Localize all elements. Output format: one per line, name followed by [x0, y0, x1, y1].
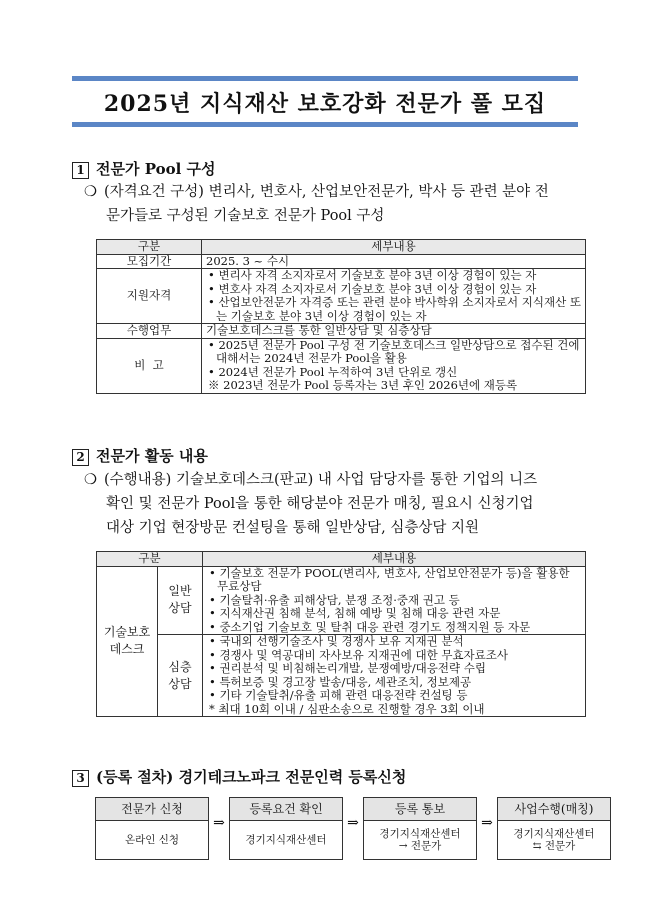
row-line: • 기타 기술탈취/유출 피해 관련 대응전략 컨설팅 등: [209, 688, 468, 702]
arrow-right-icon: ⇒: [347, 815, 359, 831]
table-header-cell: 구분: [97, 552, 203, 567]
section-number: 1: [72, 162, 89, 179]
table-row: [97, 566, 586, 635]
flow-step: [95, 797, 209, 860]
table-row: [97, 635, 586, 717]
section-3-heading: [72, 766, 406, 787]
section-number: 3: [72, 770, 89, 787]
section-title: 전문가 활동 내용: [96, 447, 208, 465]
paragraph-line: 확인 및 전문가 Pool을 통한 해당분야 전문가 매칭, 필요시 신청기업: [106, 496, 534, 512]
circle-bullet: ❍: [84, 184, 97, 200]
arrow-right-icon: ⇒: [481, 815, 493, 831]
row-line: 기술보호데스크를 통한 일반상담 및 심층상담: [206, 323, 432, 337]
flow-step-title: 사업수행(매칭): [498, 798, 610, 821]
section-2-paragraph: [84, 468, 584, 540]
row-line: • 기술보호 전문가 POOL(변리사, 변호사, 산업보안전문가 등)을 활용한 무료상담: [209, 565, 570, 593]
table-row: [97, 269, 586, 324]
table-row: [97, 338, 586, 393]
pool-table: [96, 239, 586, 394]
row-line: • 산업보안전문가 자격증 또는 관련 분야 박사학위 소지자로서 지식재산 또는 기술보호 분야 3년 이상 경험이 있는 자: [208, 295, 581, 323]
activity-table: [96, 551, 586, 717]
page-title: 2025년 지식재산 보호강화 전문가 풀 모집: [103, 91, 547, 117]
section-number: 2: [72, 449, 89, 466]
flow-step-detail: 경기지식재산센터: [245, 834, 327, 846]
table-header-row: [97, 240, 586, 255]
row-label: 지원자격: [97, 269, 202, 324]
row-label: 모집기간: [97, 254, 202, 269]
flow-step-detail: 경기지식재산센터 → 전문가: [379, 828, 461, 852]
flow-step-title: 등록 통보: [364, 798, 476, 821]
title-top-rule: [72, 76, 578, 81]
row-line: • 2024년 전문가 Pool 누적하여 3년 단위로 갱신: [208, 364, 458, 379]
table-row: [97, 324, 586, 339]
paragraph-line: 문가들로 구성된 기술보호 전문가 Pool 구성: [106, 208, 385, 224]
flow-step: [229, 797, 343, 860]
flow-step-detail: 경기지식재산센터 ⇆ 전문가: [513, 828, 595, 852]
row-line: • 변리사 자격 소지자로서 기술보호 분야 3년 이상 경험이 있는 자: [208, 268, 537, 282]
section-title: 전문가 Pool 구성: [96, 160, 216, 178]
flow-step-title: 등록요건 확인: [230, 798, 342, 821]
flow-step-title: 전문가 신청: [96, 798, 208, 821]
row-content: [203, 635, 586, 717]
title-bottom-rule: [72, 122, 578, 127]
table-row: [97, 254, 586, 269]
arrow-right-icon: ⇒: [213, 815, 225, 831]
paragraph-line: (수행내용) 기술보호데스크(판교) 내 사업 담당자를 통한 기업의 니즈: [104, 472, 538, 488]
table-header-cell: 세부내용: [202, 240, 586, 255]
table-header-cell: 세부내용: [203, 552, 586, 567]
row-line: ※ 2023년 전문가 Pool 등록자는 3년 후인 2026년에 재등록: [208, 378, 518, 392]
paragraph-line: (자격요건 구성) 변리사, 변호사, 산업보안전문가, 박사 등 관련 분야 전: [104, 184, 549, 200]
section-1-paragraph: [84, 180, 584, 228]
row-content: [202, 254, 586, 269]
row-line: • 국내외 선행기술조사 및 경쟁사 보유 지재권 분석: [209, 634, 464, 648]
row-content: [202, 338, 586, 393]
section-title: (등록 절차) 경기테크노파크 전문인력 등록신청: [96, 768, 407, 786]
row-line: • 지식재산권 침해 분석, 침해 예방 및 침해 대응 관련 자문: [209, 606, 501, 620]
row-label: 수행업무: [97, 324, 202, 339]
row-content: [203, 566, 586, 635]
row-line: • 중소기업 기술보호 및 탈취 대응 관련 경기도 정책지원 등 자문: [209, 619, 531, 634]
row-line: 2025. 3 ~ 수시: [206, 253, 290, 268]
row-line: • 권리분석 및 비침해논리개발, 분쟁예방/대응전략 수립: [209, 661, 486, 675]
row-line: * 최대 10회 이내 / 심판소송으로 진행할 경우 3회 이내: [209, 701, 485, 716]
row-label: 비 고: [97, 338, 202, 393]
row-content: [202, 324, 586, 339]
flow-step: [497, 797, 611, 860]
row-content: [202, 269, 586, 324]
group-label: 기술보호 데스크: [97, 566, 158, 717]
section-1-heading: [72, 158, 215, 179]
row-line: • 변호사 자격 소지자로서 기술보호 분야 3년 이상 경험이 있는 자: [208, 281, 537, 296]
table-header-cell: 구분: [97, 240, 202, 255]
registration-flow: [95, 797, 611, 860]
row-line: • 특허보증 및 경고장 발송/대응, 세관조치, 정보제공: [209, 674, 472, 689]
row-label: 일반 상담: [158, 566, 203, 635]
row-line: • 경쟁사 및 역공대비 자사보유 지재권에 대한 무효자료조사: [209, 647, 508, 662]
flow-step-detail: 온라인 신청: [124, 834, 180, 846]
row-line: • 2025년 전문가 Pool 구성 전 기술보호데스크 일반상담으로 접수된 건에 대해서는 2024년 전문가 Pool을 활용: [208, 337, 580, 365]
section-2-heading: [72, 445, 208, 466]
row-label: 심층 상담: [158, 635, 203, 717]
row-line: • 기술탈취·유출 피해상담, 분쟁 조정·중재 권고 등: [209, 592, 460, 607]
flow-step: [363, 797, 477, 860]
circle-bullet: ❍: [84, 472, 97, 488]
table-header-row: [97, 552, 586, 567]
paragraph-line: 대상 기업 현장방문 컨설팅을 통해 일반상담, 심층상담 지원: [106, 520, 480, 536]
